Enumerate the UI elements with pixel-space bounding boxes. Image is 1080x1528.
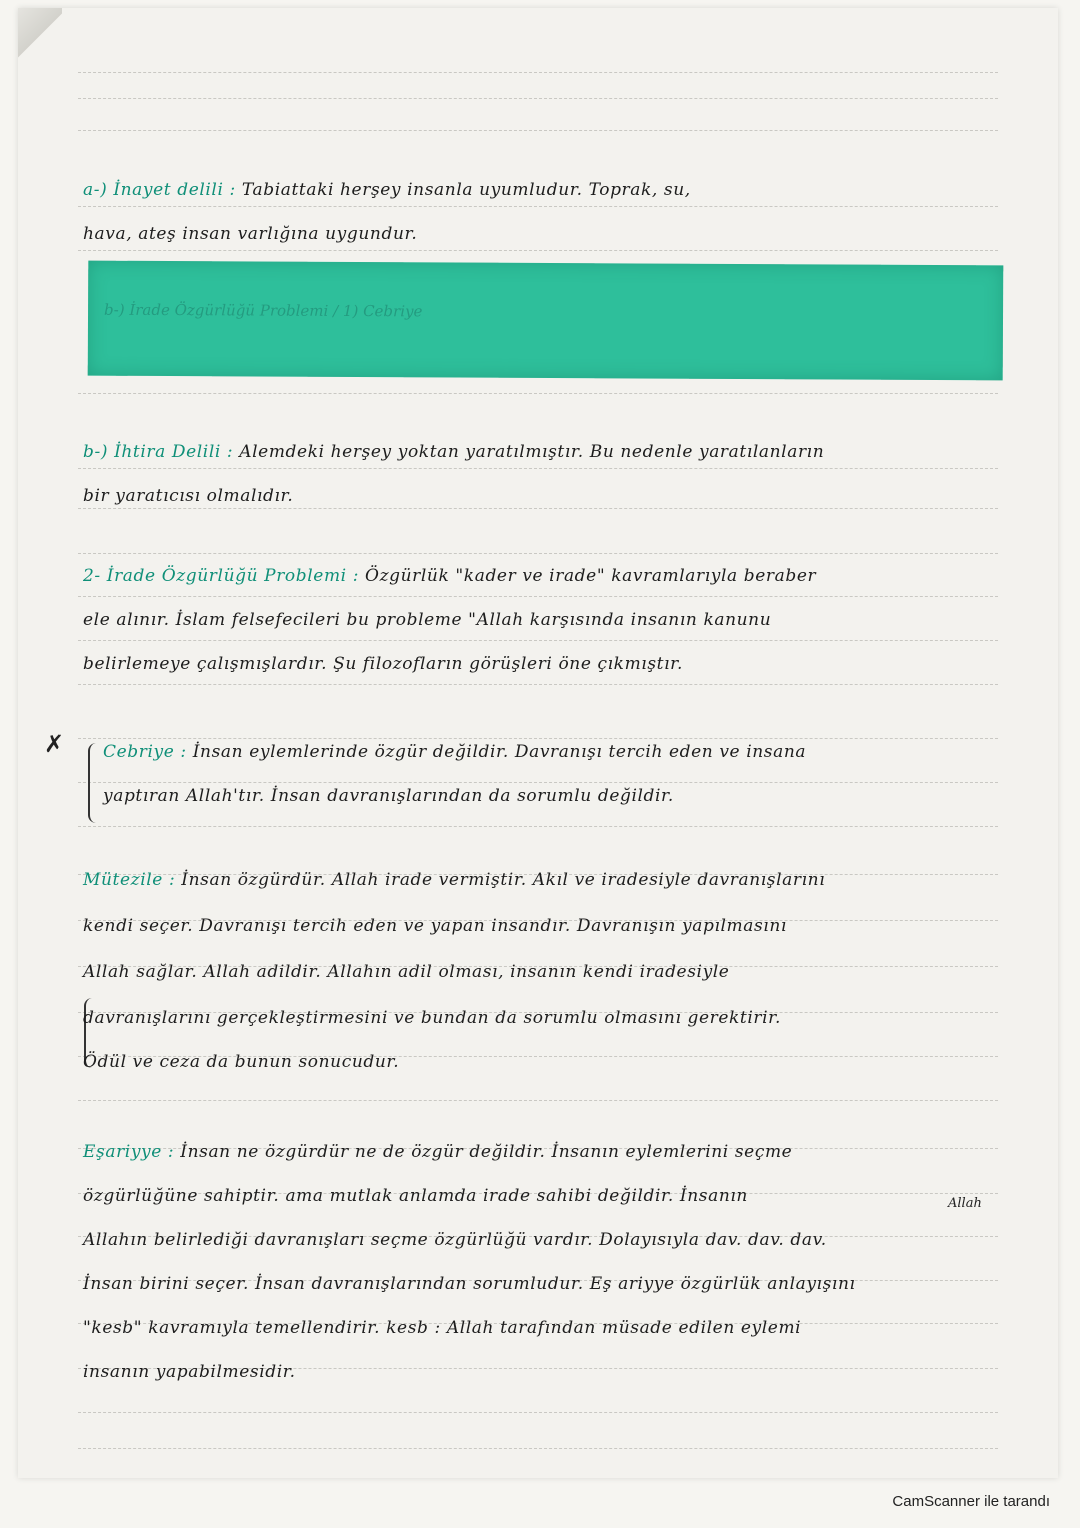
note-text: Ödül ve ceza da bunun sonucudur. bbox=[83, 1052, 400, 1072]
ruled-line bbox=[78, 206, 998, 207]
term-mutezile: Mütezile : bbox=[83, 870, 176, 890]
note-line bbox=[103, 742, 1033, 762]
note-line bbox=[83, 916, 1013, 936]
note-line bbox=[83, 180, 1013, 200]
note-text: İnsan özgürdür. Allah irade vermiştir. Akıl ve iradesiyle davranışlarını bbox=[181, 870, 826, 890]
note-text: Alemdeki herşey yoktan yaratılmıştır. Bu nedenle yaratılanların bbox=[239, 442, 825, 462]
note-text: Allahın belirlediği davranışları seçme özgürlüğü vardır. Dolayısıyla dav. dav. dav. bbox=[83, 1230, 827, 1250]
page-corner-curl bbox=[18, 8, 62, 62]
note-text: insanın yapabilmesidir. bbox=[83, 1362, 296, 1382]
note-text: yaptıran Allah'tır. İnsan davranışlarından da sorumlu değildir. bbox=[103, 786, 674, 806]
term-irade: 2- İrade Özgürlüğü Problemi : bbox=[83, 566, 360, 586]
note-text: Özgürlük "kader ve irade" kavramlarıyla beraber bbox=[365, 566, 817, 586]
note-line bbox=[83, 870, 1013, 890]
ruled-line bbox=[78, 98, 998, 99]
ruled-line bbox=[78, 596, 998, 597]
ruled-line bbox=[78, 250, 998, 251]
note-line bbox=[83, 486, 1013, 506]
ruled-line bbox=[78, 508, 998, 509]
margin-bracket bbox=[88, 743, 102, 823]
note-text: belirlemeye çalışmışlardır. Şu filozofların görüşleri öne çıkmıştır. bbox=[83, 654, 683, 674]
note-line bbox=[83, 610, 1013, 630]
note-text: İnsan birini seçer. İnsan davranışlarından sorumludur. Eş ariyye özgürlük anlayışını bbox=[83, 1274, 856, 1294]
note-text: kendi seçer. Davranışı tercih eden ve yapan insandır. Davranışın yapılmasını bbox=[83, 916, 787, 936]
ruled-line bbox=[78, 826, 998, 827]
term-cebriye: Cebriye : bbox=[103, 742, 187, 762]
ruled-line bbox=[78, 1100, 998, 1101]
cross-mark: ✗ bbox=[44, 730, 65, 758]
ruled-line bbox=[78, 393, 998, 394]
note-line bbox=[83, 654, 1013, 674]
note-text: özgürlüğüne sahiptir. ama mutlak anlamda irade sahibi değildir. İnsanın bbox=[83, 1186, 748, 1206]
note-text: "kesb" kavramıyla temellendirir. kesb : Allah tarafından müsade edilen eylemi bbox=[83, 1318, 802, 1338]
note-text: davranışlarını gerçekleştirmesini ve bundan da sorumlu olmasını gerektirir. bbox=[83, 1008, 782, 1028]
ruled-line bbox=[78, 72, 998, 73]
ruled-line bbox=[78, 468, 998, 469]
note-text: ele alınır. İslam felsefecileri bu probleme "Allah karşısında insanın kanunu bbox=[83, 610, 772, 630]
note-line bbox=[83, 442, 1013, 462]
note-line bbox=[83, 1274, 1013, 1294]
note-line bbox=[83, 1230, 1013, 1250]
scanner-watermark: CamScanner ile tarandı bbox=[892, 1493, 1050, 1510]
ruled-line bbox=[78, 1448, 998, 1449]
note-text: hava, ateş insan varlığına uygundur. bbox=[83, 224, 418, 244]
note-line bbox=[83, 1142, 1013, 1162]
note-text: İnsan eylemlerinde özgür değildir. Davranışı tercih eden ve insana bbox=[192, 742, 807, 762]
ruled-line bbox=[78, 640, 998, 641]
term-inayet: a-) İnayet delili : bbox=[83, 180, 236, 200]
term-esariyye: Eşariyye : bbox=[83, 1142, 175, 1162]
ruled-line bbox=[78, 738, 998, 739]
notebook-page bbox=[18, 8, 1058, 1478]
note-line bbox=[103, 786, 1033, 806]
note-line bbox=[83, 566, 1013, 586]
note-line bbox=[83, 1186, 1013, 1206]
note-text: İnsan ne özgürdür ne de özgür değildir. İnsanın eylemlerini seçme bbox=[180, 1142, 793, 1162]
ruled-line bbox=[78, 130, 998, 131]
note-text: bir yaratıcısı olmalıdır. bbox=[83, 486, 294, 506]
ruled-line bbox=[78, 782, 998, 783]
note-line bbox=[83, 224, 1013, 244]
ruled-line bbox=[78, 553, 998, 554]
note-line bbox=[83, 1362, 1013, 1382]
ruled-line bbox=[78, 684, 998, 685]
note-line bbox=[83, 1052, 1013, 1072]
margin-note: Allah bbox=[948, 1196, 982, 1211]
note-text: Tabiattaki herşey insanla uyumludur. Toprak, su, bbox=[241, 180, 691, 200]
note-text: Allah sağlar. Allah adildir. Allahın adil olması, insanın kendi iradesiyle bbox=[83, 962, 730, 982]
note-line bbox=[83, 1318, 1013, 1338]
highlighter-band bbox=[88, 261, 1004, 381]
term-ihtira: b-) İhtira Delili : bbox=[83, 442, 234, 462]
crossed-out-text: b-) İrade Özgürlüğü Problemi / 1) Cebriye bbox=[104, 300, 423, 321]
note-line bbox=[83, 962, 1013, 982]
note-line bbox=[83, 1008, 1013, 1028]
ruled-line bbox=[78, 1412, 998, 1413]
